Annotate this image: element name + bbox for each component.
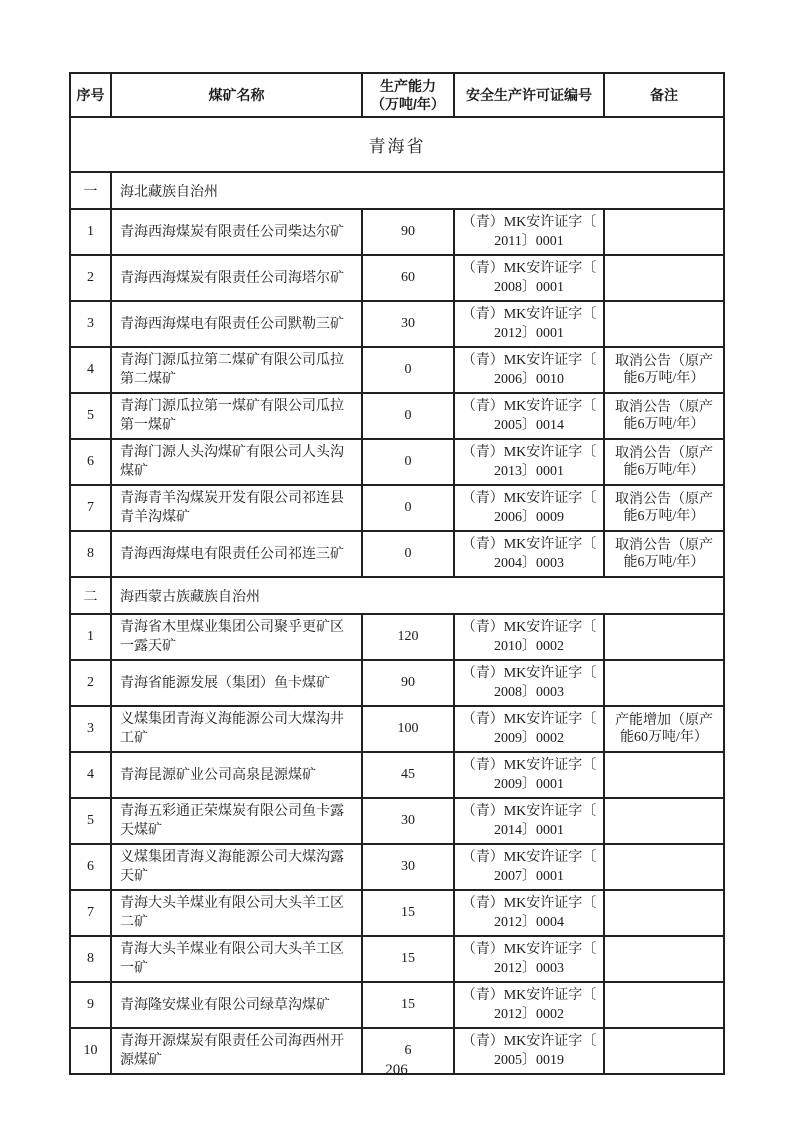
section-name: 海北藏族自治州 bbox=[111, 172, 724, 209]
table-row bbox=[70, 439, 724, 485]
text-line: 2005〕0014 bbox=[494, 418, 564, 433]
cell-capacity: 90 bbox=[362, 209, 454, 255]
table-row bbox=[70, 485, 724, 531]
cell-capacity: 15 bbox=[362, 982, 454, 1028]
cell-no: 3 bbox=[70, 706, 111, 752]
text-line: 2005〕0019 bbox=[494, 1053, 564, 1068]
province-row bbox=[70, 117, 724, 172]
cell-remark bbox=[604, 660, 724, 706]
cell-no: 1 bbox=[70, 209, 111, 255]
cell-remark bbox=[604, 798, 724, 844]
text-line: 2012〕0004 bbox=[494, 915, 564, 930]
text-line: （青）MK安许证字〔 bbox=[461, 537, 597, 552]
cell-remark bbox=[604, 614, 724, 660]
cell-capacity: 45 bbox=[362, 752, 454, 798]
cell-no: 7 bbox=[70, 890, 111, 936]
table-row bbox=[70, 209, 724, 255]
text-line: （青）MK安许证字〔 bbox=[461, 988, 597, 1003]
cell-no: 5 bbox=[70, 798, 111, 844]
cell-mine-name: 青海省能源发展（集团）鱼卡煤矿 bbox=[111, 660, 362, 706]
header-row bbox=[70, 73, 724, 117]
cell-mine-name: 义煤集团青海义海能源公司大煤沟露天矿 bbox=[111, 844, 362, 890]
section-name: 海西蒙古族藏族自治州 bbox=[111, 577, 724, 614]
cell-license bbox=[454, 209, 604, 255]
text-line: 备注 bbox=[650, 87, 678, 103]
cell-no: 2 bbox=[70, 660, 111, 706]
text-line: （青）MK安许证字〔 bbox=[461, 261, 597, 276]
page-number: 206 bbox=[385, 1062, 408, 1078]
text-line: 2011〕0001 bbox=[494, 234, 564, 249]
cell-remark: 产能增加（原产能60万吨/年） bbox=[604, 706, 724, 752]
text-line: （青）MK安许证字〔 bbox=[461, 850, 597, 865]
cell-no: 6 bbox=[70, 439, 111, 485]
text-line: 生产能力 bbox=[380, 78, 436, 94]
cell-mine-name: 青海门源瓜拉第一煤矿有限公司瓜拉第一煤矿 bbox=[111, 393, 362, 439]
cell-no: 10 bbox=[70, 1028, 111, 1074]
cell-license bbox=[454, 936, 604, 982]
cell-license bbox=[454, 706, 604, 752]
cell-remark: 取消公告（原产能6万吨/年） bbox=[604, 485, 724, 531]
table-row bbox=[70, 890, 724, 936]
text-line: 煤矿名称 bbox=[208, 87, 265, 103]
cell-license bbox=[454, 982, 604, 1028]
text-line: （青）MK安许证字〔 bbox=[461, 215, 597, 230]
cell-remark bbox=[604, 209, 724, 255]
table-row bbox=[70, 660, 724, 706]
cell-mine-name: 青海开源煤炭有限责任公司海西州开源煤矿 bbox=[111, 1028, 362, 1074]
table-row bbox=[70, 347, 724, 393]
cell-mine-name: 青海西海煤电有限责任公司默勒三矿 bbox=[111, 301, 362, 347]
table-body bbox=[70, 73, 724, 1074]
province-title: 青海省 bbox=[70, 117, 724, 172]
text-line: 2012〕0003 bbox=[494, 961, 564, 976]
cell-no: 1 bbox=[70, 614, 111, 660]
cell-no: 8 bbox=[70, 936, 111, 982]
section-row bbox=[70, 172, 724, 209]
cell-mine-name: 青海大头羊煤业有限公司大头羊工区一矿 bbox=[111, 936, 362, 982]
cell-license bbox=[454, 439, 604, 485]
cell-mine-name: 青海大头羊煤业有限公司大头羊工区二矿 bbox=[111, 890, 362, 936]
cell-remark: 取消公告（原产能6万吨/年） bbox=[604, 393, 724, 439]
cell-mine-name: 青海青羊沟煤炭开发有限公司祁连县青羊沟煤矿 bbox=[111, 485, 362, 531]
text-line: 2006〕0010 bbox=[494, 372, 564, 387]
cell-mine-name: 青海门源瓜拉第二煤矿有限公司瓜拉第二煤矿 bbox=[111, 347, 362, 393]
cell-license bbox=[454, 531, 604, 577]
cell-capacity: 30 bbox=[362, 301, 454, 347]
text-line: 2009〕0002 bbox=[494, 731, 564, 746]
cell-remark: 取消公告（原产能6万吨/年） bbox=[604, 439, 724, 485]
text-line: 2012〕0001 bbox=[494, 326, 564, 341]
cell-capacity: 15 bbox=[362, 890, 454, 936]
text-line: （青）MK安许证字〔 bbox=[461, 666, 597, 681]
table-row bbox=[70, 752, 724, 798]
cell-no: 4 bbox=[70, 752, 111, 798]
col-header-remark bbox=[604, 73, 724, 117]
cell-capacity: 6 bbox=[362, 1028, 454, 1074]
text-line: 2008〕0001 bbox=[494, 280, 564, 295]
text-line: 安全生产许可证编号 bbox=[466, 87, 592, 103]
cell-capacity: 100 bbox=[362, 706, 454, 752]
section-index: 二 bbox=[70, 577, 111, 614]
table-row bbox=[70, 936, 724, 982]
col-header-no bbox=[70, 73, 111, 117]
cell-remark: 取消公告（原产能6万吨/年） bbox=[604, 347, 724, 393]
section-index: 一 bbox=[70, 172, 111, 209]
cell-capacity: 0 bbox=[362, 347, 454, 393]
cell-license bbox=[454, 301, 604, 347]
cell-remark bbox=[604, 752, 724, 798]
text-line: （青）MK安许证字〔 bbox=[461, 445, 597, 460]
cell-capacity: 0 bbox=[362, 485, 454, 531]
cell-no: 2 bbox=[70, 255, 111, 301]
cell-capacity: 120 bbox=[362, 614, 454, 660]
cell-license bbox=[454, 393, 604, 439]
cell-capacity: 0 bbox=[362, 393, 454, 439]
text-line: （青）MK安许证字〔 bbox=[461, 620, 597, 635]
table-row bbox=[70, 706, 724, 752]
cell-capacity: 0 bbox=[362, 439, 454, 485]
text-line: 2012〕0002 bbox=[494, 1007, 564, 1022]
table-row bbox=[70, 798, 724, 844]
cell-remark bbox=[604, 255, 724, 301]
text-line: （万吨/年） bbox=[371, 96, 445, 112]
cell-mine-name: 青海西海煤炭有限责任公司柴达尔矿 bbox=[111, 209, 362, 255]
cell-license bbox=[454, 798, 604, 844]
text-line: （青）MK安许证字〔 bbox=[461, 804, 597, 819]
cell-mine-name: 青海西海煤电有限责任公司祁连三矿 bbox=[111, 531, 362, 577]
table-row bbox=[70, 255, 724, 301]
col-header-license bbox=[454, 73, 604, 117]
cell-no: 8 bbox=[70, 531, 111, 577]
text-line: 序号 bbox=[76, 87, 105, 103]
cell-no: 6 bbox=[70, 844, 111, 890]
table-row bbox=[70, 393, 724, 439]
col-header-mine-name bbox=[111, 73, 362, 117]
text-line: （青）MK安许证字〔 bbox=[461, 353, 597, 368]
cell-mine-name: 青海门源人头沟煤矿有限公司人头沟煤矿 bbox=[111, 439, 362, 485]
cell-no: 3 bbox=[70, 301, 111, 347]
cell-capacity: 30 bbox=[362, 798, 454, 844]
col-header-capacity bbox=[362, 73, 454, 117]
cell-capacity: 30 bbox=[362, 844, 454, 890]
cell-remark: 取消公告（原产能6万吨/年） bbox=[604, 531, 724, 577]
cell-license bbox=[454, 614, 604, 660]
cell-mine-name: 青海五彩通正荣煤炭有限公司鱼卡露天煤矿 bbox=[111, 798, 362, 844]
cell-mine-name: 青海省木里煤业集团公司聚乎更矿区一露天矿 bbox=[111, 614, 362, 660]
text-line: 2007〕0001 bbox=[494, 869, 564, 884]
cell-capacity: 15 bbox=[362, 936, 454, 982]
cell-license bbox=[454, 347, 604, 393]
cell-mine-name: 青海昆源矿业公司高泉昆源煤矿 bbox=[111, 752, 362, 798]
text-line: 2008〕0003 bbox=[494, 685, 564, 700]
cell-license bbox=[454, 255, 604, 301]
table-row bbox=[70, 301, 724, 347]
coal-mine-table bbox=[69, 72, 725, 1075]
cell-license bbox=[454, 660, 604, 706]
text-line: （青）MK安许证字〔 bbox=[461, 399, 597, 414]
cell-capacity: 0 bbox=[362, 531, 454, 577]
cell-mine-name: 义煤集团青海义海能源公司大煤沟井工矿 bbox=[111, 706, 362, 752]
cell-capacity: 90 bbox=[362, 660, 454, 706]
text-line: 2004〕0003 bbox=[494, 556, 564, 571]
table-row bbox=[70, 982, 724, 1028]
cell-remark bbox=[604, 936, 724, 982]
text-line: 2014〕0001 bbox=[494, 823, 564, 838]
text-line: （青）MK安许证字〔 bbox=[461, 896, 597, 911]
cell-no: 9 bbox=[70, 982, 111, 1028]
cell-no: 5 bbox=[70, 393, 111, 439]
table-row bbox=[70, 614, 724, 660]
text-line: 2009〕0001 bbox=[494, 777, 564, 792]
text-line: （青）MK安许证字〔 bbox=[461, 942, 597, 957]
text-line: 2013〕0001 bbox=[494, 464, 564, 479]
cell-no: 4 bbox=[70, 347, 111, 393]
cell-license bbox=[454, 844, 604, 890]
text-line: （青）MK安许证字〔 bbox=[461, 758, 597, 773]
cell-remark bbox=[604, 301, 724, 347]
text-line: （青）MK安许证字〔 bbox=[461, 307, 597, 322]
cell-remark bbox=[604, 982, 724, 1028]
cell-remark bbox=[604, 890, 724, 936]
table-row bbox=[70, 531, 724, 577]
text-line: （青）MK安许证字〔 bbox=[461, 1034, 597, 1049]
cell-capacity: 60 bbox=[362, 255, 454, 301]
cell-no: 7 bbox=[70, 485, 111, 531]
cell-mine-name: 青海西海煤炭有限责任公司海塔尔矿 bbox=[111, 255, 362, 301]
cell-mine-name: 青海隆安煤业有限公司绿草沟煤矿 bbox=[111, 982, 362, 1028]
text-line: 2006〕0009 bbox=[494, 510, 564, 525]
text-line: （青）MK安许证字〔 bbox=[461, 712, 597, 727]
text-line: （青）MK安许证字〔 bbox=[461, 491, 597, 506]
section-row bbox=[70, 577, 724, 614]
cell-license bbox=[454, 890, 604, 936]
cell-license bbox=[454, 752, 604, 798]
cell-remark bbox=[604, 844, 724, 890]
text-line: 2010〕0002 bbox=[494, 639, 564, 654]
cell-license bbox=[454, 485, 604, 531]
table-row bbox=[70, 844, 724, 890]
